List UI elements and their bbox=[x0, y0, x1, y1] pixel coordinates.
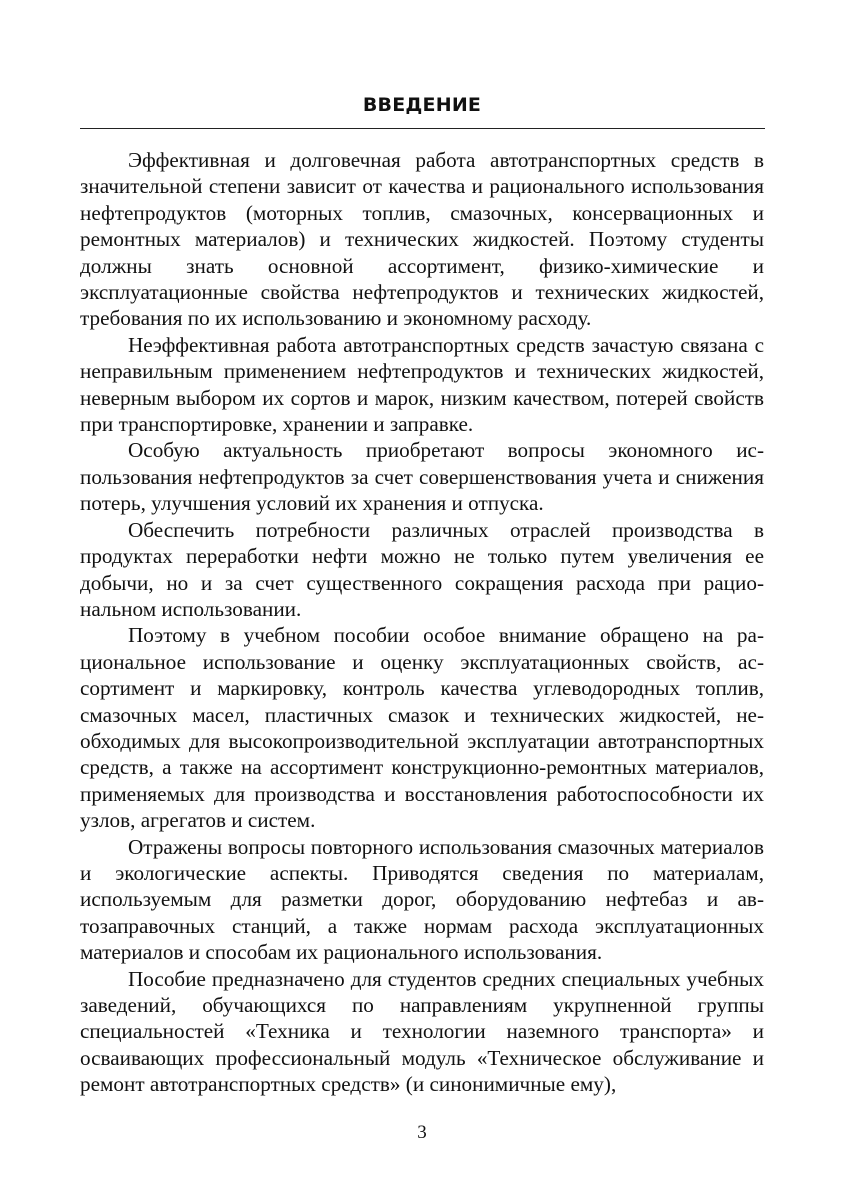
paragraph: Особую актуальность приобретают вопросы экономного использования нефтепродуктов за счет совершенствования учета и снижения потерь, улучшения условий их хранения и отпуска. bbox=[80, 438, 764, 516]
paragraph: Неэффективная работа автотранспортных средств зачастую связана с неправильным применением нефтепродуктов и технических жидкостей, неверным выбором их сортов и марок, низким качеством, потерей свойств при транспортировке, хранении и заправке. bbox=[80, 332, 764, 437]
body-text bbox=[80, 147, 764, 1098]
section-heading: ВВЕДЕНИЕ bbox=[362, 94, 482, 116]
paragraph: Пособие предназначено для студентов средних специальных учебных заведений, обучающихся по направлениям укрупненной группы специальностей «Техника и технологии наземного транспорта» и осваивающих профессиональный модуль «Техническое обслуживание и ремонт автотранспортных средств» (и синонимичные ему), bbox=[80, 966, 764, 1097]
heading-divider bbox=[80, 128, 765, 129]
paragraph: Отражены вопросы повторного использования смазочных материалов и экологические аспекты. Приводятся сведения по материалам, используемым для разметки дорог, оборудованию нефтебаз и автозаправочных станций, а также нормам расхода эксплуатационных материалов и способам их рационального использования. bbox=[80, 834, 764, 965]
page-number: 3 bbox=[417, 1122, 427, 1143]
paragraph: Поэтому в учебном пособии особое внимание обращено на рациональное использование и оценку эксплуатационных свойств, ассортимент и маркировку, контроль качества углеводородных топлив, смазочных масел, пластичных смазок и технических жидкостей, необходимых для высокопроизводительной эксплуатации автотранспортных средств, а также на ассортимент конструкционно-ремонтных материалов, применяемых для производства и восстановления работоспособности их узлов, агрегатов и систем. bbox=[80, 623, 764, 833]
paragraph: Обеспечить потребности различных отраслей производства в продуктах переработки нефти можно не только путем увеличения ее добычи, но и за счет существенного сокращения расхода при рациональном использовании. bbox=[80, 517, 764, 621]
paragraph: Эффективная и долговечная работа автотранспортных средств в значительной степени зависит от качества и рационального использования нефтепродуктов (моторных топлив, смазочных, консервационных и ремонтных материалов) и технических жидкостей. Поэтому студенты должны знать основной ассортимент, физико-химические и эксплуатационные свойства нефтепродуктов и технических жидкостей, требования по их использованию и экономному расходу. bbox=[80, 148, 764, 331]
